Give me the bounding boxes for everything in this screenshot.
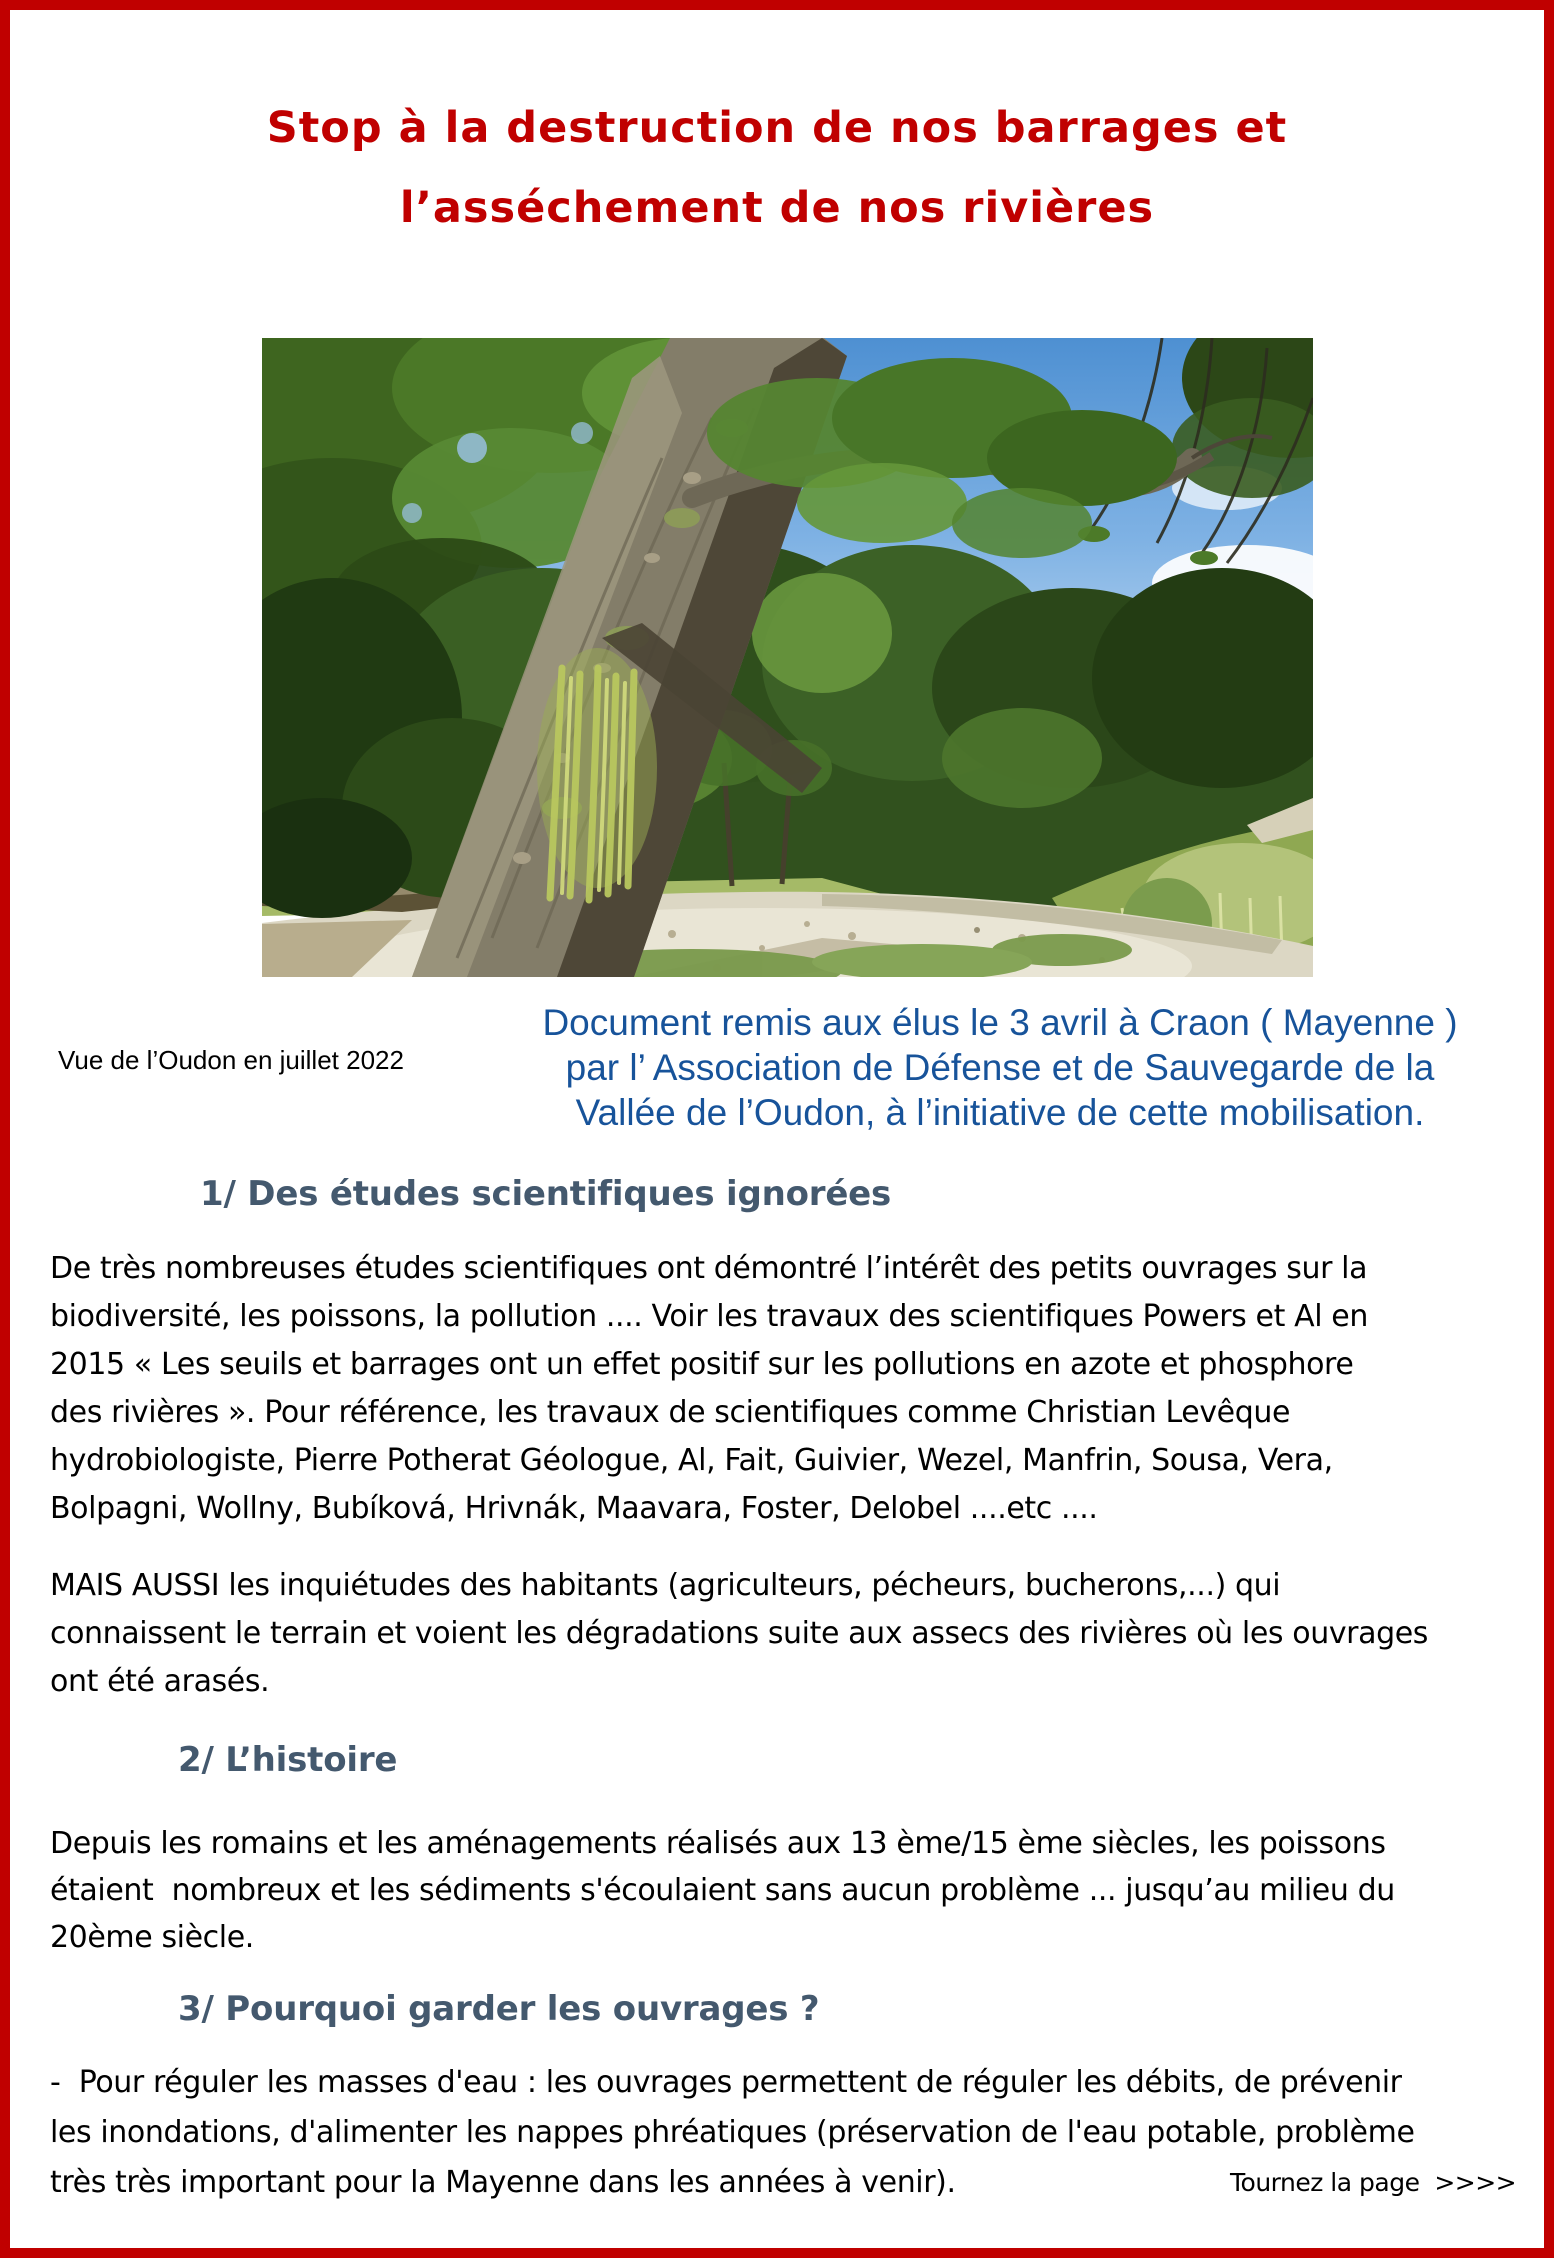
page-title — [10, 88, 1544, 248]
section-2-paragraph-1 — [50, 1820, 1395, 1961]
text-line: ont été arasés. — [50, 1664, 270, 1699]
text-line: les inondations, d'alimenter les nappes phréatiques (préservation de l'eau potable, problème — [50, 2115, 1415, 2150]
intro-line-2: par l’ Association de Défense et de Sauvegarde de la — [565, 1047, 1435, 1088]
section-1-heading: 1/ Des études scientifiques ignorées — [200, 1174, 892, 1214]
text-line: Bolpagni, Wollny, Bubíková, Hrivnák, Maavara, Foster, Delobel ....etc .... — [50, 1491, 1098, 1526]
text-line: 20ème siècle. — [50, 1920, 254, 1955]
oudon-river-photo — [262, 338, 1313, 977]
text-line: - Pour réguler les masses d'eau : les ouvrages permettent de réguler les débits, de prévenir — [50, 2065, 1402, 2100]
text-line: Depuis les romains et les aménagements réalisés aux 13 ème/15 ème siècles, les poissons — [50, 1826, 1386, 1861]
section-1-paragraph-1 — [50, 1245, 1368, 1533]
text-line: De très nombreuses études scientifiques ont démontré l’intérêt des petits ouvrages sur la — [50, 1251, 1368, 1286]
section-3-paragraph-1 — [50, 2058, 1415, 2208]
intro-line-3: Vallée de l’Oudon, à l’initiative de cette mobilisation. — [575, 1092, 1425, 1133]
section-3-heading: 3/ Pourquoi garder les ouvrages ? — [178, 1989, 820, 2029]
text-line: étaient nombreux et les sédiments s'écoulaient sans aucun problème ... jusqu’au milieu du — [50, 1873, 1395, 1908]
intro-note — [455, 1000, 1545, 1135]
title-line-2: l’asséchement de nos rivières — [399, 183, 1155, 233]
photo-caption: Vue de l’Oudon en juillet 2022 — [58, 1045, 404, 1075]
oudon-river-photo-art — [262, 338, 1313, 977]
text-line: hydrobiologiste, Pierre Potherat Géologue, Al, Fait, Guivier, Wezel, Manfrin, Sousa, Vera, — [50, 1443, 1333, 1478]
text-line: 2015 « Les seuils et barrages ont un effet positif sur les pollutions en azote et phosphore — [50, 1347, 1354, 1382]
turn-page-note: Tournez la page >>>> — [1230, 2168, 1517, 2197]
text-line: biodiversité, les poissons, la pollution .... Voir les travaux des scientifiques Powers et Al en — [50, 1299, 1368, 1334]
text-line: MAIS AUSSI les inquiétudes des habitants (agriculteurs, pécheurs, bucherons,...) qui — [50, 1568, 1281, 1603]
section-2-heading: 2/ L’histoire — [178, 1740, 398, 1780]
intro-line-1: Document remis aux élus le 3 avril à Craon ( Mayenne ) — [542, 1002, 1458, 1043]
title-line-1: Stop à la destruction de nos barrages et — [266, 103, 1288, 153]
text-line: connaissent le terrain et voient les dégradations suite aux assecs des rivières où les ouvrages — [50, 1616, 1429, 1651]
section-1-paragraph-2 — [50, 1562, 1428, 1706]
text-line: des rivières ». Pour référence, les travaux de scientifiques comme Christian Levêque — [50, 1395, 1291, 1430]
text-line: très très important pour la Mayenne dans les années à venir). — [50, 2165, 956, 2200]
